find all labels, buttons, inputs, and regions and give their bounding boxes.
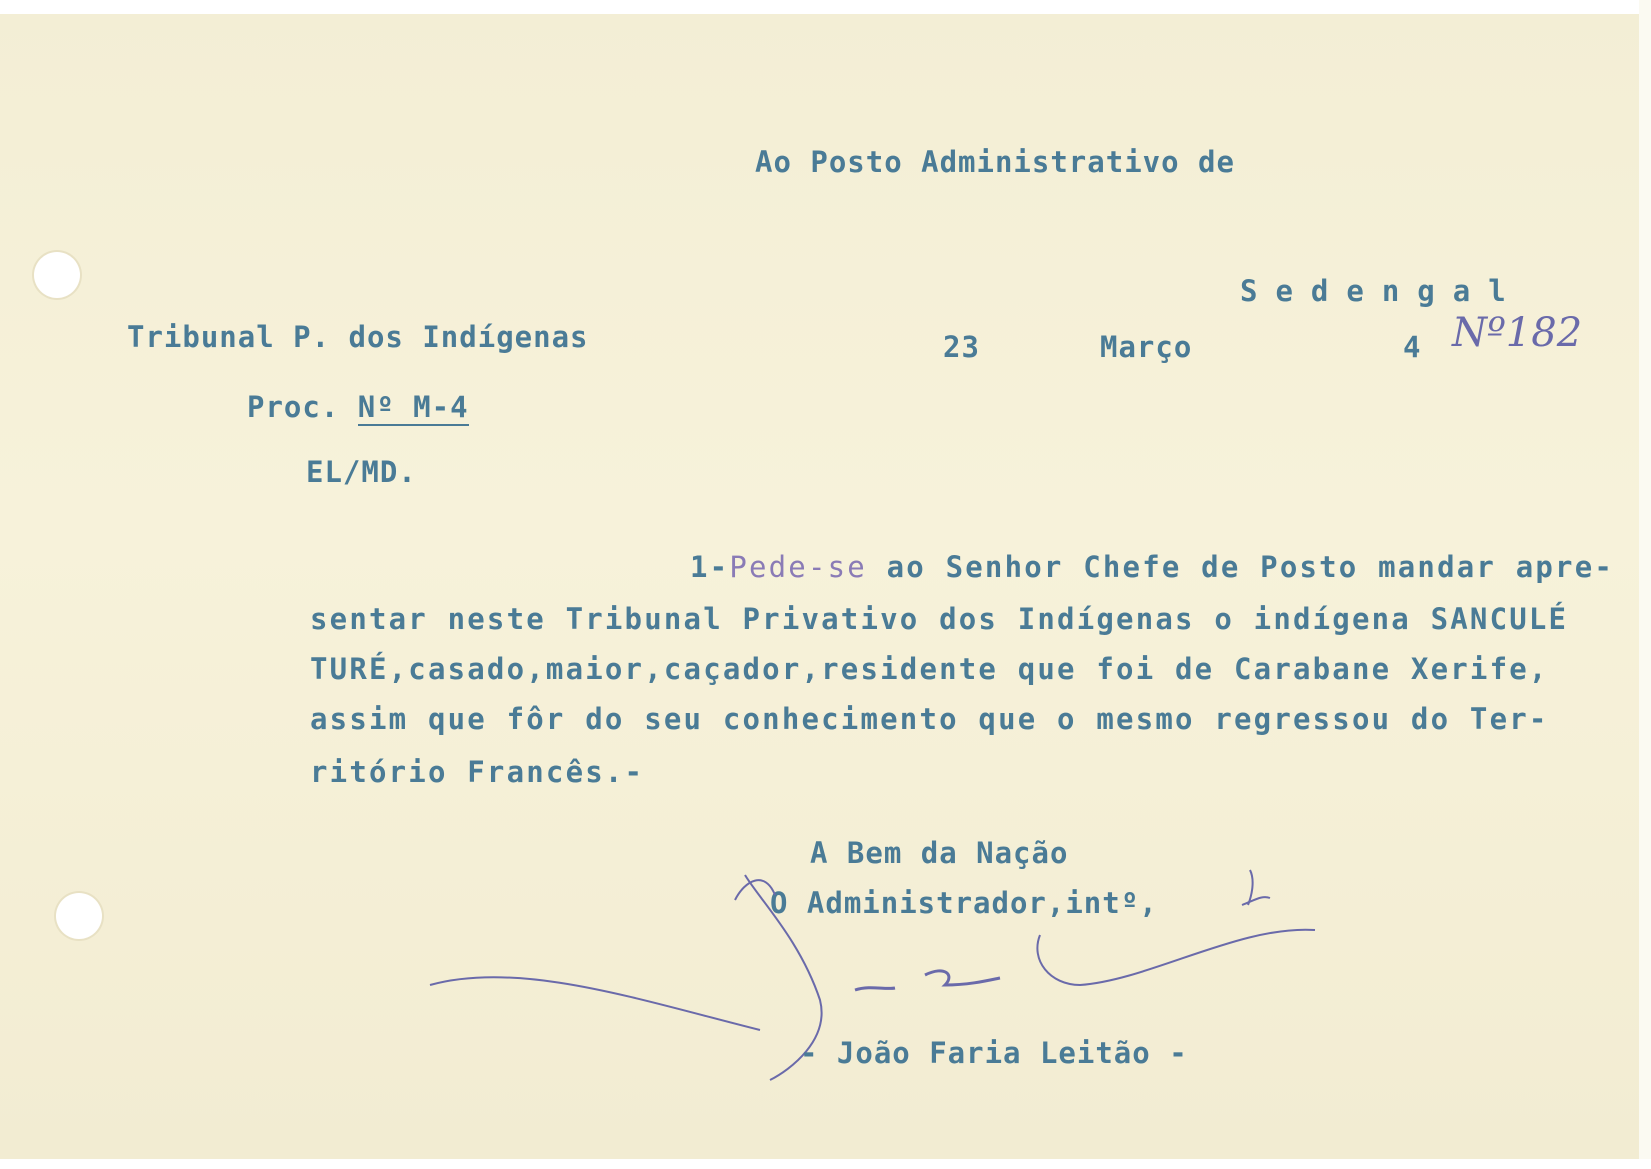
- signatory-name: - João Faria Leitão -: [800, 1036, 1188, 1070]
- body-line-5: ritório Francês.-: [310, 755, 645, 789]
- proc-prefix: Proc.: [247, 390, 358, 424]
- body-line-2: sentar neste Tribunal Privativo dos Indígenas o indígena SANCULÉ: [310, 602, 1569, 636]
- handwritten-registry-number: Nº182: [1452, 310, 1583, 356]
- addressee-line: Ao Posto Administrativo de: [755, 145, 1235, 179]
- sender-line: Tribunal P. dos Indígenas: [127, 320, 589, 354]
- date-year-digit: 4: [1403, 330, 1422, 364]
- place-name: Sedengal: [1240, 274, 1524, 308]
- signatory-title: O Administrador,intº,: [770, 886, 1158, 920]
- initials: EL/MD.: [306, 455, 417, 489]
- body-text-1: ao Senhor Chefe de Posto mandar apre-: [886, 550, 1615, 584]
- body-line-4: assim que fôr do seu conhecimento que o mesmo regressou do Ter-: [310, 702, 1549, 736]
- paragraph-number: 1-: [690, 550, 730, 584]
- closing-line: A Bem da Nação: [810, 836, 1069, 870]
- date-month: Março: [1100, 330, 1193, 364]
- stamped-word: Pede-se: [729, 550, 867, 584]
- date-day: 23: [943, 330, 980, 364]
- body-line-3: TURÉ,casado,maior,caçador,residente que foi de Carabane Xerife,: [310, 652, 1549, 686]
- proc-number: Nº M-4: [357, 390, 469, 424]
